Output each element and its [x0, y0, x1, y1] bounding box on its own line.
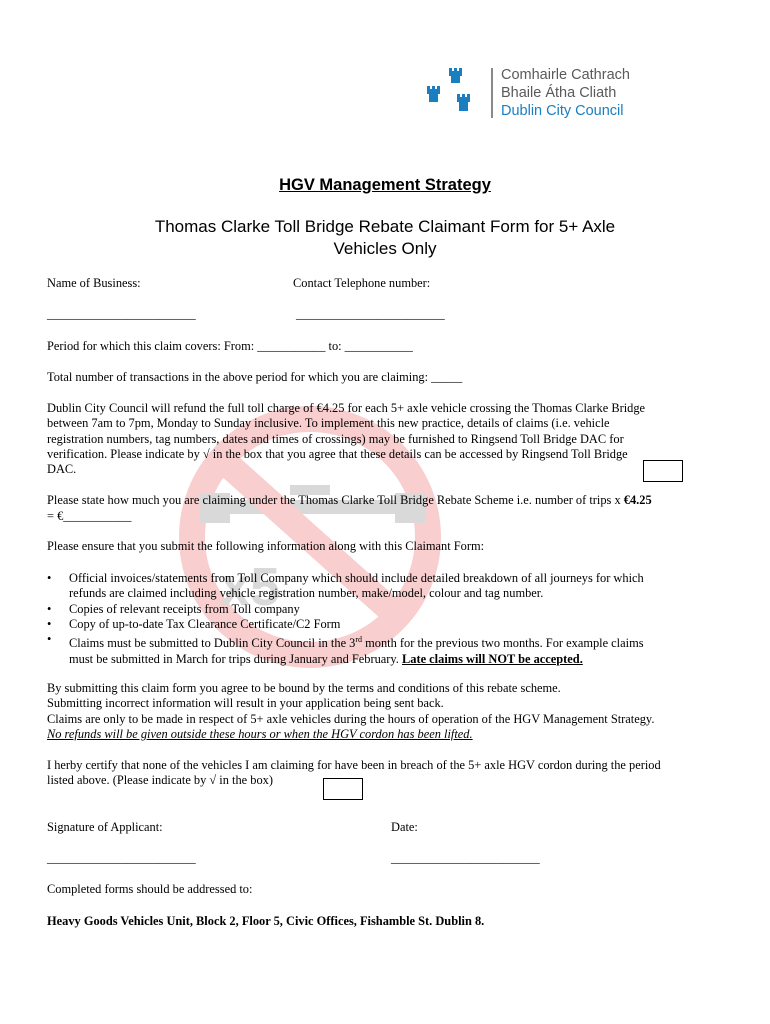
bullet-1-line-2: refunds are claimed including vehicle registration number, make/model, colour and tag number.	[69, 586, 544, 601]
refund-line-1: Dublin City Council will refund the full toll charge of €4.25 for each 5+ axle vehicle crossing the Thomas Clarke Bridge	[47, 401, 646, 415]
claim-amount-field[interactable]: = €___________	[47, 509, 132, 523]
page-title: HGV Management Strategy	[279, 176, 491, 194]
bullet-icon: •	[47, 601, 52, 616]
logo-text-irish-1: Comhairle Cathrach	[501, 67, 630, 83]
business-name-label: Name of Business:	[47, 276, 141, 290]
bullet-4-line-2-text: must be submitted in March for trips during January and February.	[69, 651, 402, 666]
castle-towers-icon	[425, 66, 487, 120]
terms-line-2: Submitting incorrect information will result in your application being sent back.	[47, 696, 444, 711]
certify-line-2: listed above. (Please indicate by √ in the box)	[47, 773, 273, 788]
refund-line-3: registration numbers, tag numbers, dates and times of crossings) may be furnished to Ringsend Toll Bridge DAC for	[47, 431, 624, 446]
subtitle-line-2: Vehicles Only	[333, 239, 437, 258]
signature-field[interactable]: ________________________	[47, 851, 196, 865]
date-label: Date:	[391, 820, 418, 834]
claim-amount-prefix: Please state how much you are claiming under the Thomas Clarke Toll Bridge Rebate Scheme i.e. number of trips x	[47, 493, 624, 507]
contact-phone-field[interactable]: ________________________	[296, 307, 445, 321]
bullet-3-text: Copy of up-to-date Tax Clearance Certificate/C2 Form	[69, 616, 341, 631]
bullet-4-sup: rd	[355, 635, 363, 645]
contact-phone-label: Contact Telephone number:	[293, 276, 431, 290]
watermark-text: x5	[220, 557, 281, 617]
transactions-field[interactable]: Total number of transactions in the above period for which you are claiming: _____	[47, 370, 463, 384]
claim-period-field[interactable]: Period for which this claim covers: From: ___________ to: ___________	[47, 339, 413, 353]
logo-divider	[491, 68, 493, 118]
bullet-2-text: Copies of relevant receipts from Toll company	[69, 601, 300, 616]
list-item	[47, 571, 644, 602]
signature-label: Signature of Applicant:	[47, 820, 163, 834]
refund-line-2: between 7am to 7pm, Monday to Sunday inclusive. To implement this new practice, details of claims (i.e. vehicle	[47, 416, 610, 431]
late-claims-warning: Late claims will NOT be accepted.	[402, 651, 583, 666]
bullet-4-post: month for the previous two months. For example claims	[362, 636, 644, 651]
refund-line-5: DAC.	[47, 462, 77, 477]
bullet-1-line-1: Official invoices/statements from Toll Company which should include detailed breakdown of all journeys for which	[69, 571, 644, 585]
bullet-icon: •	[47, 571, 52, 585]
subtitle-line-1: Thomas Clarke Toll Bridge Rebate Claimant Form for 5+ Axle	[154, 217, 616, 236]
address-intro: Completed forms should be addressed to:	[47, 882, 253, 896]
bullet-4-line-2	[69, 652, 644, 667]
list-item	[47, 617, 644, 632]
refund-paragraph	[47, 401, 645, 477]
certify-checkbox[interactable]	[323, 778, 363, 800]
bullet-icon: •	[47, 616, 52, 631]
terms-line-4: No refunds will be given outside these hours or when the HGV cordon has been lifted.	[47, 726, 473, 741]
business-name-field[interactable]: ________________________	[47, 307, 196, 321]
list-item	[47, 602, 644, 617]
date-field[interactable]: ________________________	[391, 851, 540, 865]
bullet-4-pre: Claims must be submitted to Dublin City Council in the 3	[69, 636, 356, 651]
bullet-4-line-1	[69, 632, 644, 651]
terms-line-3: Claims are only to be made in respect of 5+ axle vehicles during the hours of operation of the HGV Management Strategy.	[47, 711, 655, 726]
list-item	[47, 632, 644, 667]
terms-line-1: By submitting this claim form you agree to be bound by the terms and conditions of this rebate scheme.	[47, 681, 561, 695]
refund-line-4: verification. Please indicate by √ in the box that you agree that these details can be accessed by Ringsend Toll Bridge	[47, 446, 628, 461]
requirements-list	[47, 571, 644, 667]
agree-details-checkbox[interactable]	[643, 460, 683, 482]
postal-address: Heavy Goods Vehicles Unit, Block 2, Floor 5, Civic Offices, Fishamble St. Dublin 8.	[47, 914, 485, 928]
ensure-text: Please ensure that you submit the following information along with this Claimant Form:	[47, 539, 485, 553]
claim-amount-text	[47, 493, 652, 508]
logo-text-english: Dublin City Council	[501, 103, 624, 119]
logo-text-irish-2: Bhaile Átha Cliath	[501, 85, 617, 101]
toll-amount: €4.25	[623, 493, 652, 507]
terms-paragraph	[47, 681, 654, 742]
certify-line-1: I herby certify that none of the vehicles I am claiming for have been in breach of the 5+ axle HGV cordon during the period	[47, 758, 661, 772]
bullet-icon: •	[47, 632, 52, 647]
